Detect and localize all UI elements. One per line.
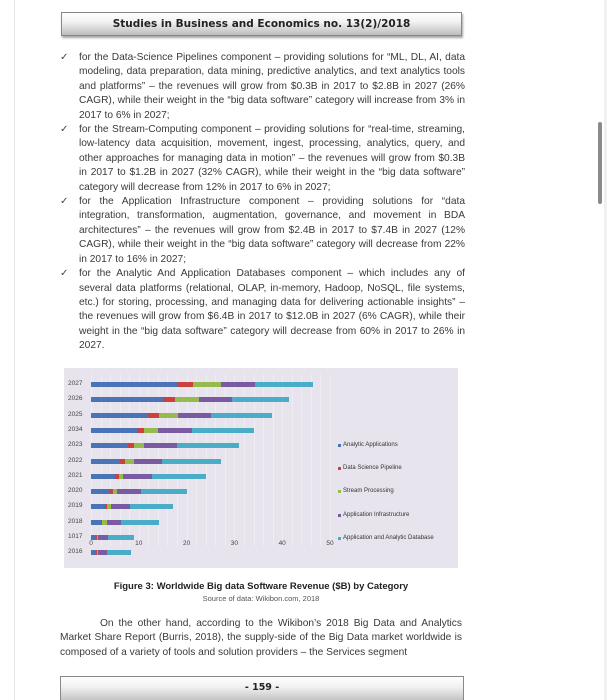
chart-bar-segment bbox=[91, 489, 110, 494]
chart-x-tick: 10 bbox=[135, 540, 143, 547]
bullet-item-analytic-databases bbox=[57, 267, 465, 353]
chart-y-label: 2019 bbox=[68, 502, 83, 510]
journal-header bbox=[61, 12, 462, 36]
legend-item bbox=[338, 535, 434, 541]
chart-bar bbox=[91, 474, 206, 479]
chart-bar-segment bbox=[144, 428, 158, 433]
chart-bar-segment bbox=[91, 459, 120, 464]
checkmark-icon: ✓ bbox=[60, 124, 69, 136]
bullet-item-application-infrastructure bbox=[57, 195, 465, 267]
chart-bar-segment bbox=[211, 413, 272, 418]
chart-y-label: 2026 bbox=[68, 395, 83, 403]
chart-bar-segment bbox=[137, 428, 144, 433]
chart-bar-segment bbox=[199, 397, 232, 402]
body-paragraph: On the other hand, according to the Wikibon’s 2018 Big Data and Analytics Market Share Report (Burris, 2018), the supply-side of the Big Data market worldwide is composed of a variety of tools and solution providers – the Services segment bbox=[60, 618, 462, 658]
chart-y-label: 2016 bbox=[68, 548, 83, 556]
chart-bar bbox=[91, 550, 131, 555]
bullet-text: for the Analytic And Application Databases component – which includes any of several data platforms (relational, OLAP, in-memory, Hadoop, NoSQL, file systems, etc.) for storing, processing, and managing data for delivering actionable insights” – the revenues will grow from $6.4B in 2017 to $12.0B in 2027 (6% CAGR), while their weight in the “big data software” category will decrease from 60% in 2017 to 26% in 2027. bbox=[79, 268, 465, 352]
chart-bar bbox=[91, 489, 187, 494]
chart-gridline bbox=[320, 374, 321, 546]
bullet-text: for the Stream-Computing component – providing solutions for “real-time, streaming, low-latency data acquisition, movement, ingest, processing, analytics, query, and other approaches for managing data in motion” – the revenues will grow from $0.3B in 2017 to $1.2B in 2027 (32% CAGR), while their weight in the “big data software” category will decrease from 12% in 2017 to 6% in 2027; bbox=[79, 124, 465, 193]
chart-gridline bbox=[311, 374, 312, 546]
chart-y-label: 2018 bbox=[68, 517, 83, 525]
chart-bar-segment bbox=[91, 413, 148, 418]
chart-y-label: 2023 bbox=[68, 441, 83, 449]
chart-bar-segment bbox=[193, 382, 222, 387]
chart-bar-segment bbox=[125, 459, 134, 464]
chart-bar-segment bbox=[255, 382, 313, 387]
journal-title: Studies in Business and Economics no. 13(2)/2018 bbox=[112, 18, 411, 30]
page-number: - 159 - bbox=[244, 682, 280, 693]
legend-swatch bbox=[338, 514, 341, 517]
chart-bar-segment bbox=[130, 504, 173, 509]
legend-item bbox=[338, 512, 409, 518]
checkmark-icon: ✓ bbox=[60, 52, 69, 63]
chart-x-tick: 20 bbox=[182, 540, 191, 547]
chart-bar bbox=[91, 413, 272, 418]
legend-swatch bbox=[338, 490, 341, 493]
chart-bar-segment bbox=[134, 459, 163, 464]
chart-gridline bbox=[330, 374, 331, 546]
chart-bar-segment bbox=[178, 413, 211, 418]
vertical-scrollbar[interactable] bbox=[598, 122, 602, 204]
chart-bar bbox=[91, 504, 173, 509]
legend-item bbox=[338, 442, 398, 448]
legend-label: Stream Processing bbox=[343, 488, 394, 494]
chart-bar-segment bbox=[117, 489, 141, 494]
chart-bar bbox=[91, 535, 134, 540]
chart-bar-segment bbox=[91, 443, 128, 448]
bullet-list bbox=[57, 51, 465, 354]
chart-bar-segment bbox=[91, 504, 105, 509]
chart-y-label: 2034 bbox=[68, 425, 83, 433]
checkmark-icon: ✓ bbox=[60, 268, 69, 280]
legend-label: Analytic Applications bbox=[343, 442, 398, 448]
chart-bar-segment bbox=[107, 520, 121, 525]
chart-bar bbox=[91, 443, 239, 448]
chart-bar-segment bbox=[192, 428, 254, 433]
chart-bar bbox=[91, 520, 159, 525]
chart-x-tick: 0 bbox=[89, 540, 93, 547]
chart-y-label: 2027 bbox=[68, 380, 83, 387]
chart-bar-segment bbox=[98, 535, 108, 540]
chart-bar-segment bbox=[107, 550, 131, 555]
chart-bar bbox=[91, 382, 313, 387]
stacked-bar-chart bbox=[64, 368, 458, 568]
chart-bar-segment bbox=[108, 535, 134, 540]
chart-bar-segment bbox=[177, 382, 193, 387]
legend-swatch bbox=[338, 444, 341, 447]
chart-bar-segment bbox=[221, 382, 254, 387]
chart-bar-segment bbox=[177, 443, 239, 448]
chart-y-label: 2025 bbox=[68, 410, 83, 418]
chart-bar-segment bbox=[111, 504, 130, 509]
chart-bar-segment bbox=[152, 474, 206, 479]
chart-x-tick: 30 bbox=[230, 540, 239, 547]
checkmark-icon: ✓ bbox=[60, 196, 69, 208]
chart-x-tick: 40 bbox=[278, 540, 286, 547]
bullet-text: for the Data-Science Pipelines component – providing solutions for “ML, DL, AI, data modeling, data preparation, data mining, predictive analytics, and text analytics tools and platforms” – the revenues will grow from $0.3B in 2017 to $2.8B in 2027 (26% CAGR), while their weight in the “big data software” category will increase from 3% in 2017 to 6% in 2027; bbox=[79, 52, 465, 121]
legend-item bbox=[338, 465, 402, 471]
chart-bar bbox=[91, 459, 221, 464]
legend-item bbox=[338, 488, 394, 494]
figure-caption: Figure 3: Worldwide Big data Software Revenue ($B) by Category bbox=[113, 581, 409, 592]
chart-bar-segment bbox=[91, 382, 177, 387]
chart-bar-segment bbox=[91, 428, 137, 433]
page-footer bbox=[60, 676, 464, 700]
chart-y-label: 2022 bbox=[68, 456, 83, 464]
chart-bar-segment bbox=[148, 413, 159, 418]
bullet-item-stream-computing bbox=[57, 123, 465, 195]
chart-bar-segment bbox=[91, 520, 101, 525]
chart-bar-segment bbox=[98, 550, 108, 555]
chart-bar-segment bbox=[175, 397, 199, 402]
chart-bar bbox=[91, 397, 289, 402]
chart-bar-segment bbox=[144, 443, 177, 448]
chart-bar-segment bbox=[121, 520, 159, 525]
chart-bar-segment bbox=[91, 474, 115, 479]
figure-source: Source of data: Wikibon.com, 2018 bbox=[202, 594, 320, 603]
chart-bar-segment bbox=[91, 397, 163, 402]
legend-label: Data Science Pipeline bbox=[343, 465, 402, 471]
chart-bar-segment bbox=[162, 459, 221, 464]
legend-label: Application Infrastructure bbox=[343, 512, 410, 518]
legend-swatch bbox=[338, 467, 341, 470]
chart-x-tick: 50 bbox=[326, 540, 334, 547]
chart-bar-segment bbox=[134, 443, 144, 448]
legend-label: Application and Analytic Database bbox=[343, 535, 434, 541]
bullet-text: for the Application Infrastructure component – providing solutions for “data integration, transformation, augmentation, governance, and movement in BDA architectures” – the revenues will grow from $2.4B in 2017 to $7.4B in 2027 (12% CAGR), while their weight in the “big data software” category will decrease from 22% in 2017 to 16% in 2027; bbox=[79, 196, 465, 265]
chart-y-label: 2021 bbox=[68, 471, 83, 479]
chart-gridline bbox=[292, 374, 293, 546]
chart-bar bbox=[91, 428, 254, 433]
chart-bar-segment bbox=[163, 397, 175, 402]
legend-swatch bbox=[338, 537, 341, 540]
chart-bar-segment bbox=[232, 397, 289, 402]
chart-bar-segment bbox=[159, 413, 178, 418]
page-edge-left bbox=[14, 0, 15, 700]
chart-y-label: 2020 bbox=[68, 487, 83, 495]
chart-bar-segment bbox=[158, 428, 191, 433]
chart-gridline bbox=[301, 374, 302, 546]
chart-bar-segment bbox=[141, 489, 186, 494]
bullet-item-data-science bbox=[57, 51, 465, 123]
chart-y-label: 1017 bbox=[68, 533, 83, 540]
chart-bar-segment bbox=[123, 474, 152, 479]
